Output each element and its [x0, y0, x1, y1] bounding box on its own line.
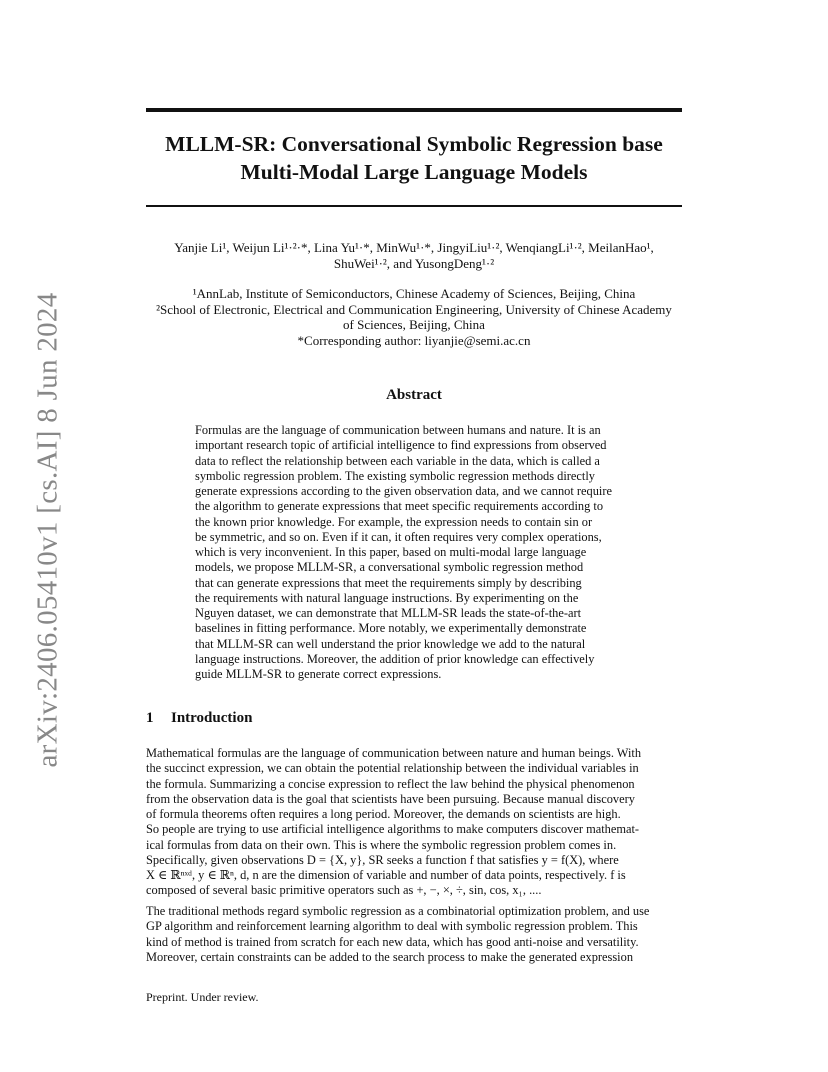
abstract-line: the requirements with natural language instructions. By experimenting on the: [195, 590, 579, 605]
body-line: from the observation data is the goal that scientists have been pursuing. Because manual discovery: [146, 791, 635, 806]
body-line: ical formulas from data on their own. This is where the symbolic regression problem comes in.: [146, 837, 617, 852]
abstract-line: baselines in fitting performance. More notably, we experimentally demonstrate: [195, 621, 587, 636]
section-number: 1: [146, 710, 154, 726]
body-line: the succinct expression, we can obtain the potential relationship between the individual variables in: [146, 761, 639, 776]
paper-title: [146, 130, 682, 186]
abstract-heading: Abstract: [386, 387, 442, 403]
abstract-line: Nguyen dataset, we can demonstrate that MLLM-SR leads the state-of-the-art: [195, 606, 582, 620]
body-line: Mathematical formulas are the language of communication between nature and human beings. With: [146, 746, 642, 760]
abstract-line: the algorithm to generate expressions that meet specific requirements according to: [195, 499, 604, 514]
body-line: kind of method is trained from scratch for each new data, which has good anti-noise and versatility.: [146, 934, 639, 949]
body-line: the formula. Summarizing a concise expression to reflect the law behind the physical phenomenon: [146, 776, 635, 791]
body-line: X ∈ ℝⁿˣᵈ, y ∈ ℝⁿ, d, n are the dimension of variable and number of data points, respectively. f is: [146, 868, 626, 882]
affiliation-line: ²School of Electronic, Electrical and Communication Engineering, University of Chinese Academy: [156, 301, 672, 317]
abstract-line: important research topic of artificial intelligence to find expressions from observed: [195, 438, 607, 453]
abstract-line: that can generate expressions that meet the requirements simply by describing: [195, 575, 582, 590]
arxiv-sidebar-stamp: [28, 292, 68, 768]
title-line: MLLM-SR: Conversational Symbolic Regression base: [165, 132, 663, 156]
abstract-line: the known prior knowledge. For example, the expression needs to contain sin or: [195, 514, 593, 529]
body-line: composed of several basic primitive operators such as +, −, ×, ÷, sin, cos, x₁, ....: [146, 883, 542, 898]
title-bottom-rule: [146, 205, 682, 207]
body-line: The traditional methods regard symbolic regression as a combinatorial optimization problem, and use: [146, 904, 650, 918]
body-line: of formula theorems often requires a long period. Moreover, the demands on scientists are high.: [146, 807, 621, 821]
abstract-line: data to reflect the relationship between each variable in the data, which is called a: [195, 453, 600, 468]
body-line: So people are trying to use artificial intelligence algorithms to make computers discover mathemat-: [146, 822, 640, 837]
corresponding-author: *Corresponding author: liyanjie@semi.ac.cn: [297, 332, 531, 348]
affiliation-block: [130, 286, 698, 348]
footer-note: Preprint. Under review.: [146, 990, 259, 1004]
affiliation-line: ¹AnnLab, Institute of Semiconductors, Chinese Academy of Sciences, Beijing, China: [192, 286, 636, 301]
section-heading-introduction: [146, 710, 252, 727]
abstract-line: models, we propose MLLM-SR, a conversational symbolic regression method: [195, 560, 584, 575]
section-title: Introduction: [171, 710, 253, 726]
introduction-paragraph-1: [146, 746, 682, 899]
abstract-body: [195, 423, 635, 682]
abstract-line: guide MLLM-SR to generate correct expressions.: [195, 667, 442, 681]
abstract-line: that MLLM-SR can well understand the prior knowledge we add to the natural: [195, 636, 586, 651]
abstract-line: be symmetric, and so on. Even if it can, it often requires very complex operations,: [195, 529, 602, 544]
body-line: GP algorithm and reinforcement learning algorithm to deal with symbolic regression problem. This: [146, 919, 638, 934]
abstract-line: which is very inconvenient. In this paper, based on multi-modal large language: [195, 545, 587, 559]
author-line: ShuWei¹·², and YusongDeng¹·²: [333, 256, 495, 271]
body-line: Specifically, given observations D = {X, y}, SR seeks a function f that satisfies y = f(X), where: [146, 852, 619, 867]
author-list: [146, 240, 682, 272]
title-line: Multi-Modal Large Language Models: [240, 160, 588, 184]
arxiv-identifier: arXiv:2406.05410v1 [cs.AI] 8 Jun 2024: [31, 292, 64, 768]
introduction-paragraph-2: [146, 904, 682, 965]
abstract-line: generate expressions according to the given observation data, and we cannot require: [195, 484, 612, 498]
affiliation-line: of Sciences, Beijing, China: [343, 317, 485, 332]
abstract-line: Formulas are the language of communication between humans and nature. It is an: [195, 423, 601, 437]
abstract-line: language instructions. Moreover, the addition of prior knowledge can effectively: [195, 651, 595, 666]
body-line: Moreover, certain constraints can be added to the search process to make the generated expression: [146, 949, 634, 964]
title-top-rule: [146, 108, 682, 112]
author-line: Yanjie Li¹, Weijun Li¹·²·*, Lina Yu¹·*, MinWu¹·*, JingyiLiu¹·², WenqiangLi¹·², MeilanHao¹,: [174, 240, 654, 255]
abstract-line: symbolic regression problem. The existing symbolic regression methods directly: [195, 468, 595, 483]
